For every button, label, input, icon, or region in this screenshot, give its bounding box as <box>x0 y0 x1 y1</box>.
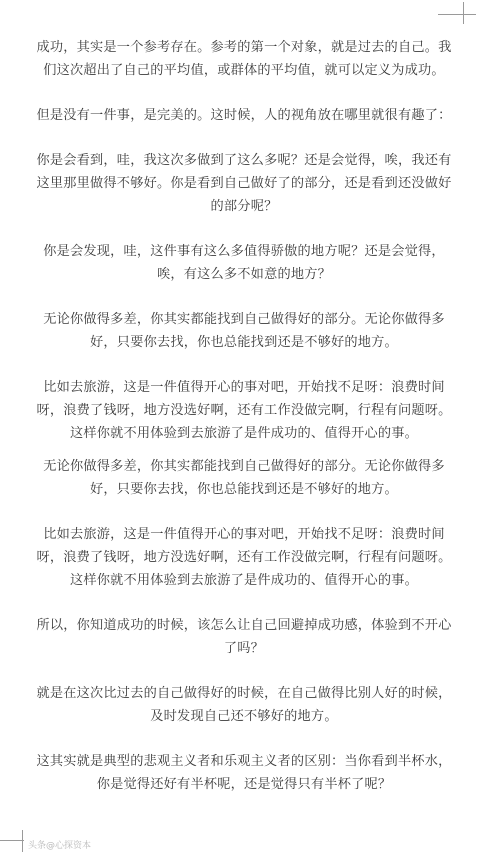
paragraph-4: 你是会发现，哇，这件事有这么多值得骄傲的地方呢？还是会觉得，唉，有这么多不如意的地方？ <box>43 244 445 282</box>
paragraph-6: 比如去旅游，这是一件值得开心的事对吧，开始找不足呀：浪费时间呀，浪费了钱呀，地方没选好啊，还有工作没做完啊，行程有问题呀。这样你就不用体验到去旅游了是件成功的、值得开心的事。 <box>36 380 452 441</box>
watermark-text: 头条@心探资本 <box>28 841 92 851</box>
paragraph-7: 无论你做得多差，你其实都能找到自己做得好的部分。无论你做得多好，只要你去找，你也总能找到还是不够好的地方。 <box>43 459 445 497</box>
crop-mark-top-right-horizontal <box>438 14 476 15</box>
paragraph-2: 但是没有一件事，是完美的。这时候，人的视角放在哪里就很有趣了： <box>36 108 452 123</box>
crop-mark-bottom-left-horizontal <box>0 840 24 841</box>
crop-mark-bottom-left-vertical <box>22 830 23 852</box>
crop-mark-top-right-vertical <box>463 2 464 24</box>
paragraph-5: 无论你做得多差，你其实都能找到自己做得好的部分。无论你做得多好，只要你去找，你也总能找到还是不够好的地方。 <box>43 312 445 350</box>
paragraph-8: 比如去旅游，这是一件值得开心的事对吧，开始找不足呀：浪费时间呀，浪费了钱呀，地方没选好啊，还有工作没做完啊，行程有问题呀。这样你就不用体验到去旅游了是件成功的、值得开心的事。 <box>36 527 452 588</box>
paragraph-10: 就是在这次比过去的自己做得好的时候，在自己做得比别人好的时候，及时发现自己还不够好的地方。 <box>36 686 452 724</box>
paragraph-1: 成功，其实是一个参考存在。参考的第一个对象，就是过去的自己。我们这次超出了自己的平均值，或群体的平均值，就可以定义为成功。 <box>36 40 452 78</box>
paragraph-9: 所以，你知道成功的时候，该怎么让自己回避掉成功感，体验到不开心了吗？ <box>36 618 452 656</box>
paragraph-3: 你是会看到，哇，我这次多做到了这么多呢？还是会觉得，唉，我还有这里那里做得不够好。你是看到自己做好了的部分，还是看到还没做好的部分呢？ <box>36 153 452 214</box>
paragraph-11: 这其实就是典型的悲观主义者和乐观主义者的区别：当你看到半杯水，你是觉得还好有半杯呢，还是觉得只有半杯了呢？ <box>36 754 452 792</box>
article-body <box>30 36 458 796</box>
